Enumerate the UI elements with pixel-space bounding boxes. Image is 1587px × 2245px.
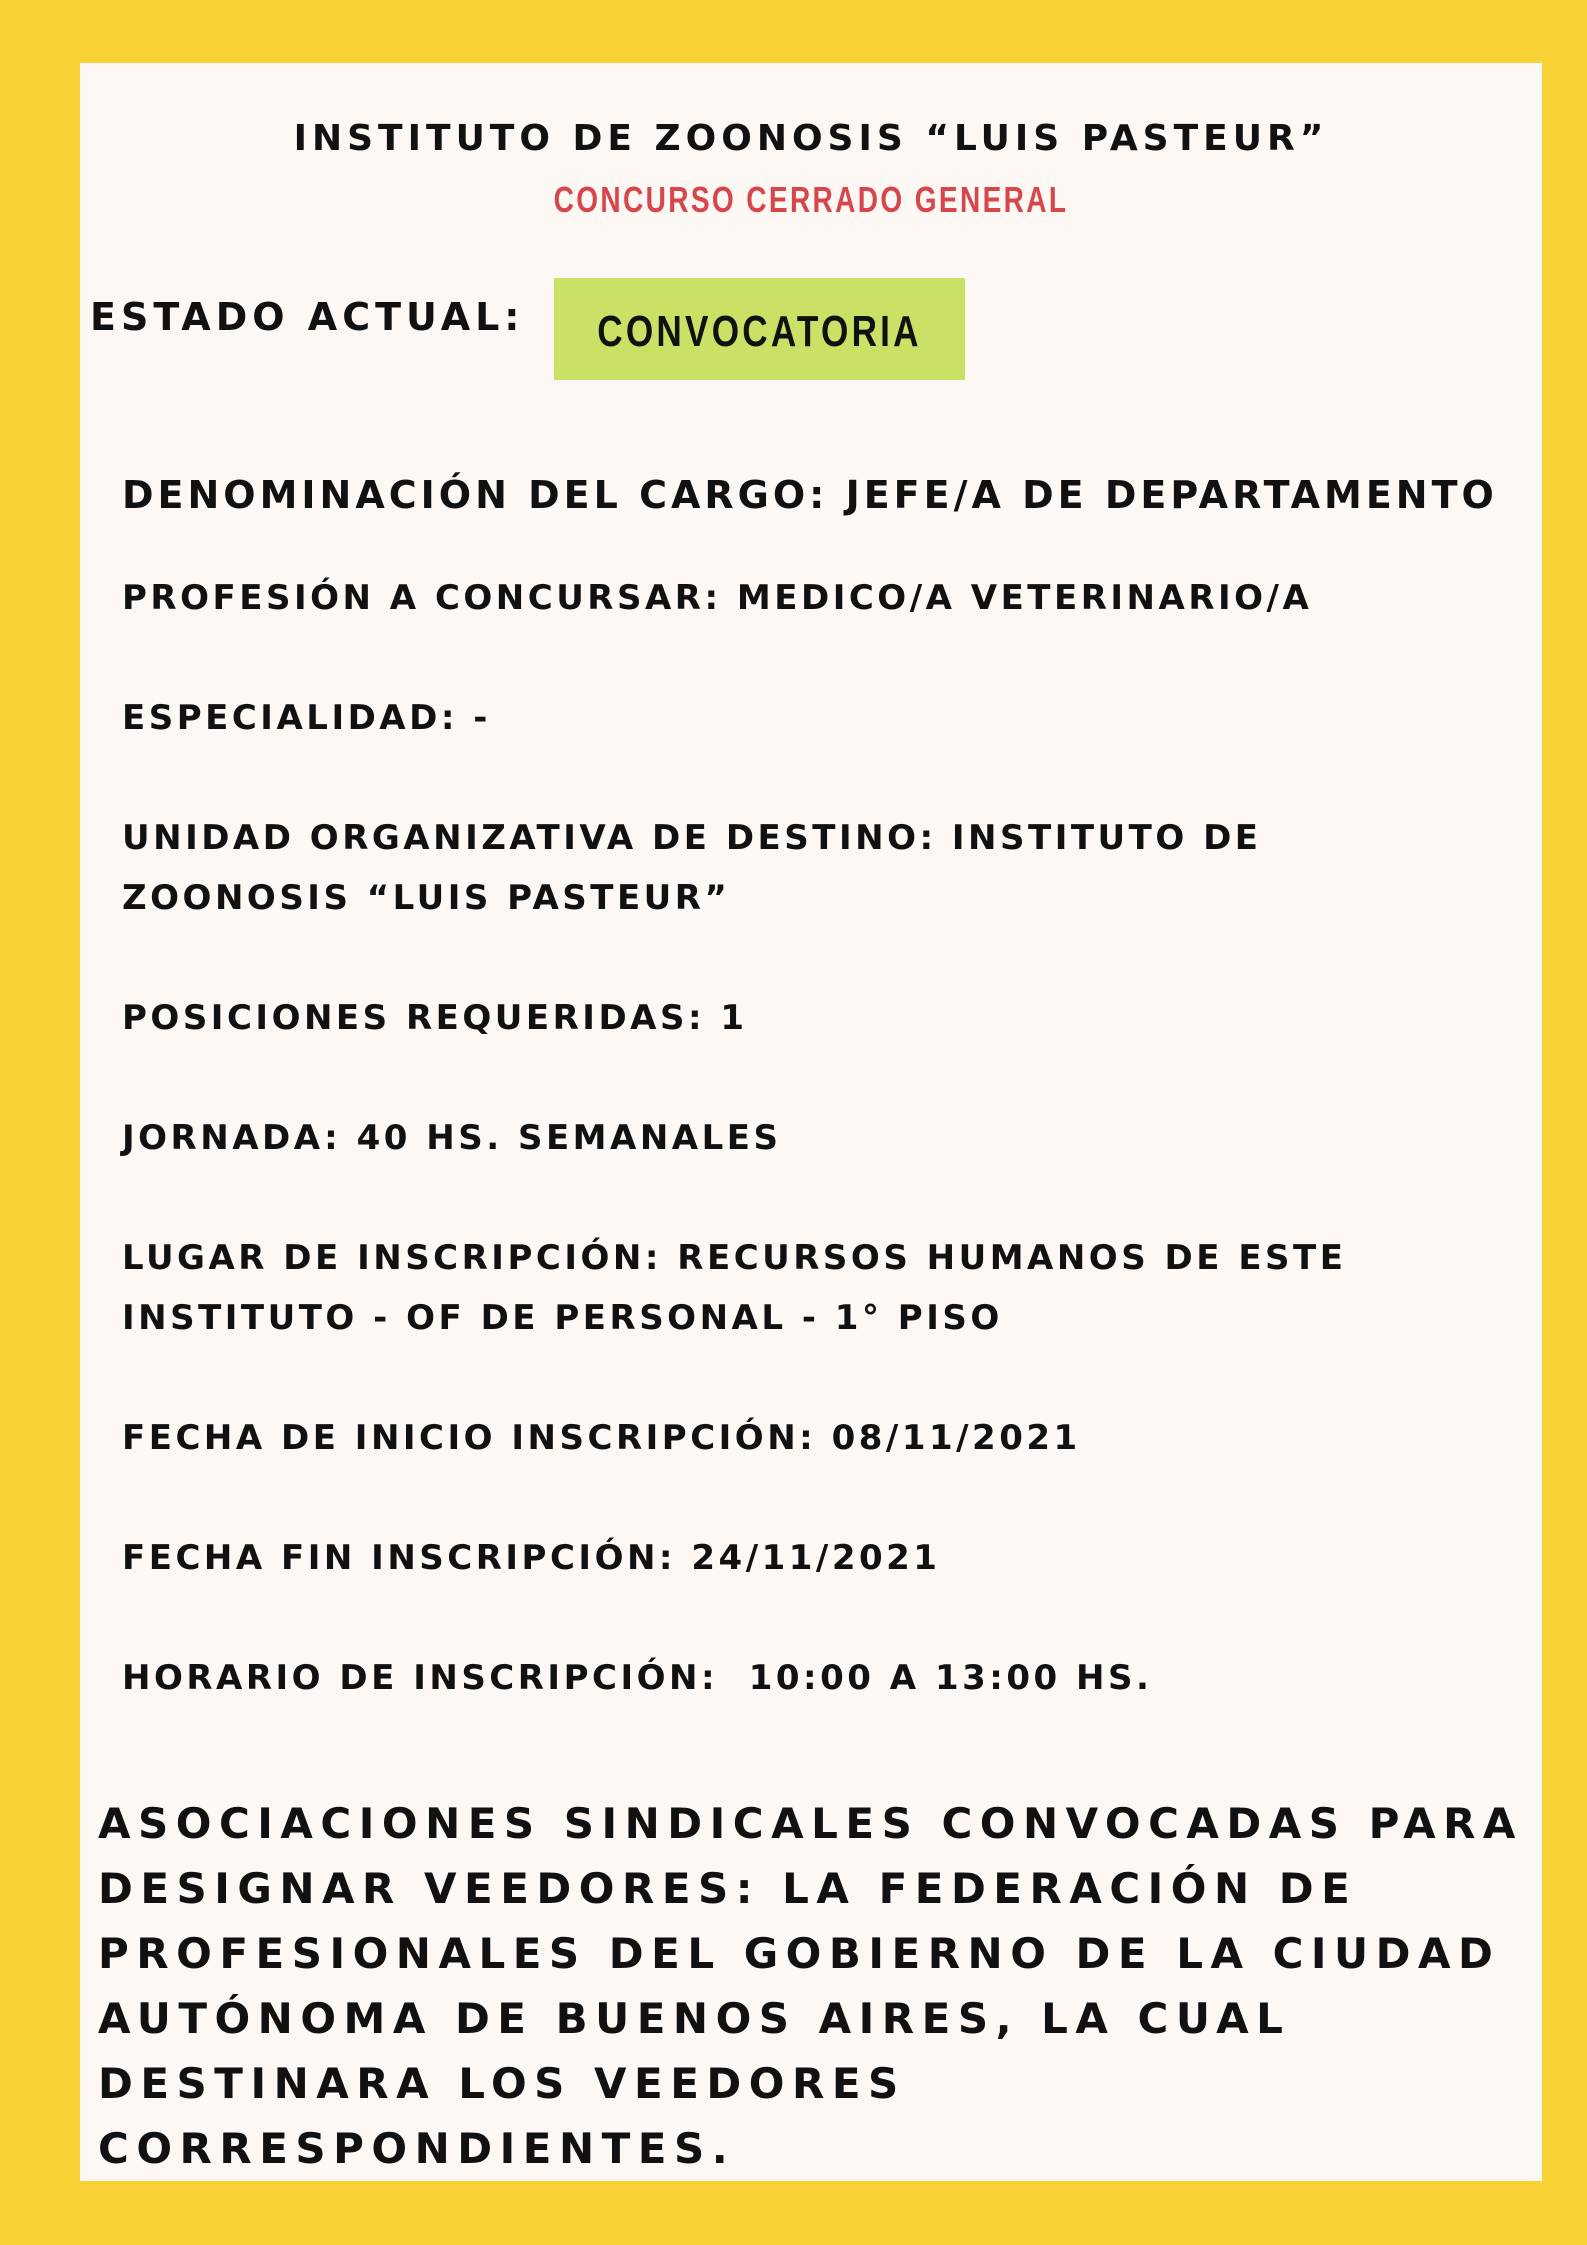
field-workday: JORNADA: 40 HS. SEMANALES [122, 1118, 782, 1158]
field-registration-end-date: FECHA FIN INSCRIPCIÓN: 24/11/2021 [122, 1538, 941, 1578]
field-registration-start-date: FECHA DE INICIO INSCRIPCIÓN: 08/11/2021 [122, 1418, 1081, 1458]
field-organizational-unit: UNIDAD ORGANIZATIVA DE DESTINO: INSTITUTO DE ZOONOSIS “LUIS PASTEUR” [122, 818, 1277, 918]
institution-title: INSTITUTO DE ZOONOSIS “LUIS PASTEUR” [293, 118, 1329, 159]
union-associations-notice: ASOCIACIONES SINDICALES CONVOCADAS PARA DESIGNAR VEEDORES: LA FEDERACIÓN DE PROFESIONALES DEL GOBIERNO DE LA CIUDAD AUTÓNOMA DE BUENOS AIRES, LA CUAL DESTINARA LOS VEEDORES CORRESPONDIENTES. [98, 1799, 1523, 2173]
field-registration-place: LUGAR DE INSCRIPCIÓN: RECURSOS HUMANOS DE ESTE INSTITUTO - OF DE PERSONAL - 1° PISO [122, 1238, 1362, 1338]
field-profession: PROFESIÓN A CONCURSAR: MEDICO/A VETERINARIO/A [122, 578, 1313, 618]
contest-type-subtitle: CONCURSO CERRADO GENERAL [553, 179, 1069, 220]
status-value: CONVOCATORIA [597, 307, 922, 356]
status-label: ESTADO ACTUAL: [90, 295, 525, 339]
field-registration-hours: HORARIO DE INSCRIPCIÓN: 10:00 A 13:00 HS. [122, 1658, 1153, 1698]
field-specialty: ESPECIALIDAD: - [122, 698, 491, 738]
field-required-positions: POSICIONES REQUERIDAS: 1 [122, 998, 748, 1038]
field-position-name: DENOMINACIÓN DEL CARGO: JEFE/A DE DEPARTAMENTO [122, 473, 1498, 517]
status-badge [554, 278, 965, 380]
notice-card [80, 63, 1542, 2181]
